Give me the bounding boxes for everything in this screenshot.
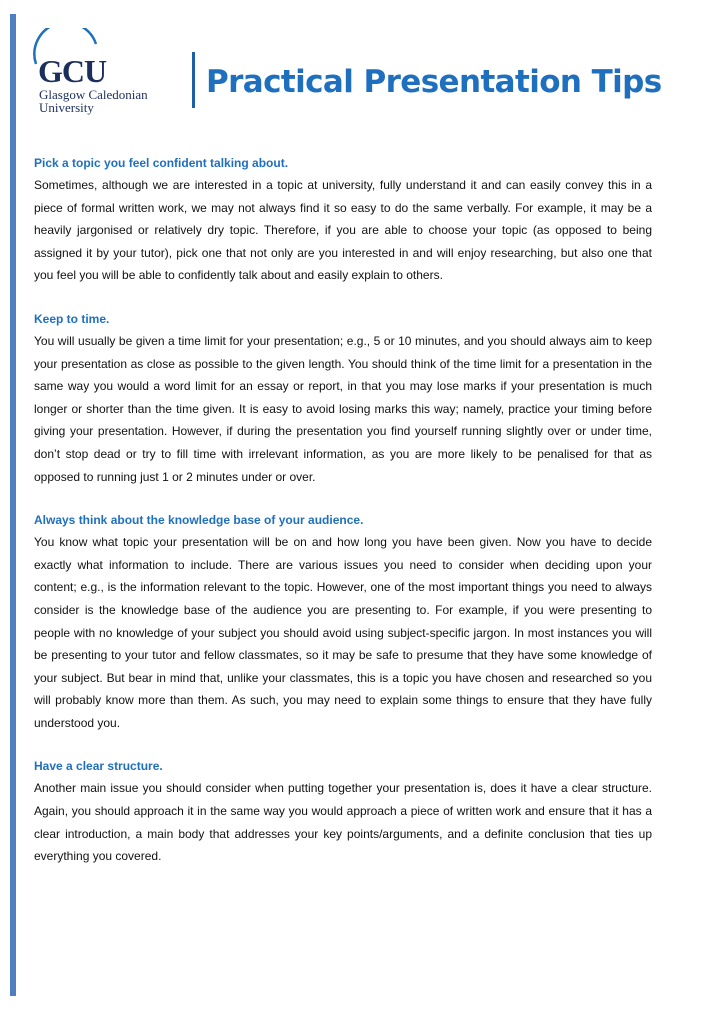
gcu-logo (30, 28, 190, 118)
logo-name-line-1: Glasgow Caledonian (39, 87, 148, 102)
section-paragraph: You know what topic your presentation will be on and how long you have been given. Now you have to decide exactly what information to include. There are various issues you need to consider when deciding upon your content; e.g., is the information relevant to the topic. However, one of the most important things you need to always consider is the knowledge base of the audience you are presenting to. For example, if you were presenting to people with no knowledge of your subject you should avoid using subject-specific jargon. In most instances you will be presenting to your tutor and fellow classmates, so it may be safe to presume that they have some knowledge of your subject. But bear in mind that, unlike your classmates, this is a topic you have chosen and researched so you will probably know more than them. As such, you may need to explain some things to ensure that they have fully understood you. (34, 535, 652, 730)
section-keep-to-time (34, 308, 652, 488)
page-title: Practical Presentation Tips (206, 64, 662, 100)
section-paragraph: You will usually be given a time limit for your presentation; e.g., 5 or 10 minutes, and you should always aim to keep your presentation as close as possible to the given length. You should think of the time limit for a presentation in the same way you would a word limit for an essay or report, in that you may lose marks if your presentation is much longer or shorter than the time given. It is easy to avoid losing marks this way; namely, practice your timing before giving your presentation. However, if during the presentation you find yourself running slightly over or under time, don’t stop dead or try to fill time with irrelevant information, as you are more likely to be penalised for that as opposed to running just 1 or 2 minutes under or over. (34, 333, 652, 484)
document-body (34, 152, 652, 889)
left-margin-rule (10, 14, 16, 996)
logo-abbreviation: GCU (38, 53, 107, 89)
section-pick-topic (34, 152, 652, 287)
section-heading: Keep to time. (34, 311, 110, 326)
section-heading: Pick a topic you feel confident talking about. (34, 156, 289, 170)
section-paragraph: Another main issue you should consider when putting together your presentation is, does it have a clear structure. Again, you should approach it in the same way you would approach a piece of written work and ensure that it has a clear introduction, a main body that addresses your key points/arguments, and a definite conclusion that ties up everything you covered. (34, 781, 652, 864)
logo-name-line-2: University (39, 100, 94, 115)
section-paragraph: Sometimes, although we are interested in a topic at university, fully understand it and can easily convey this in a piece of formal written work, we may not always find it so easy to do the same verbally. For example, it may be a heavily jargonised or relatively dry topic. Therefore, if you are able to choose your topic (as opposed to being assigned it by your tutor), pick one that not only are you interested in and will enjoy researching, but also one that you feel you will be able to confidently talk about and easily explain to others. (34, 178, 652, 283)
title-divider (192, 52, 195, 108)
section-clear-structure (34, 755, 652, 867)
section-audience-knowledge (34, 509, 652, 734)
section-heading: Always think about the knowledge base of your audience. (34, 513, 364, 528)
section-heading: Have a clear structure. (34, 759, 163, 774)
